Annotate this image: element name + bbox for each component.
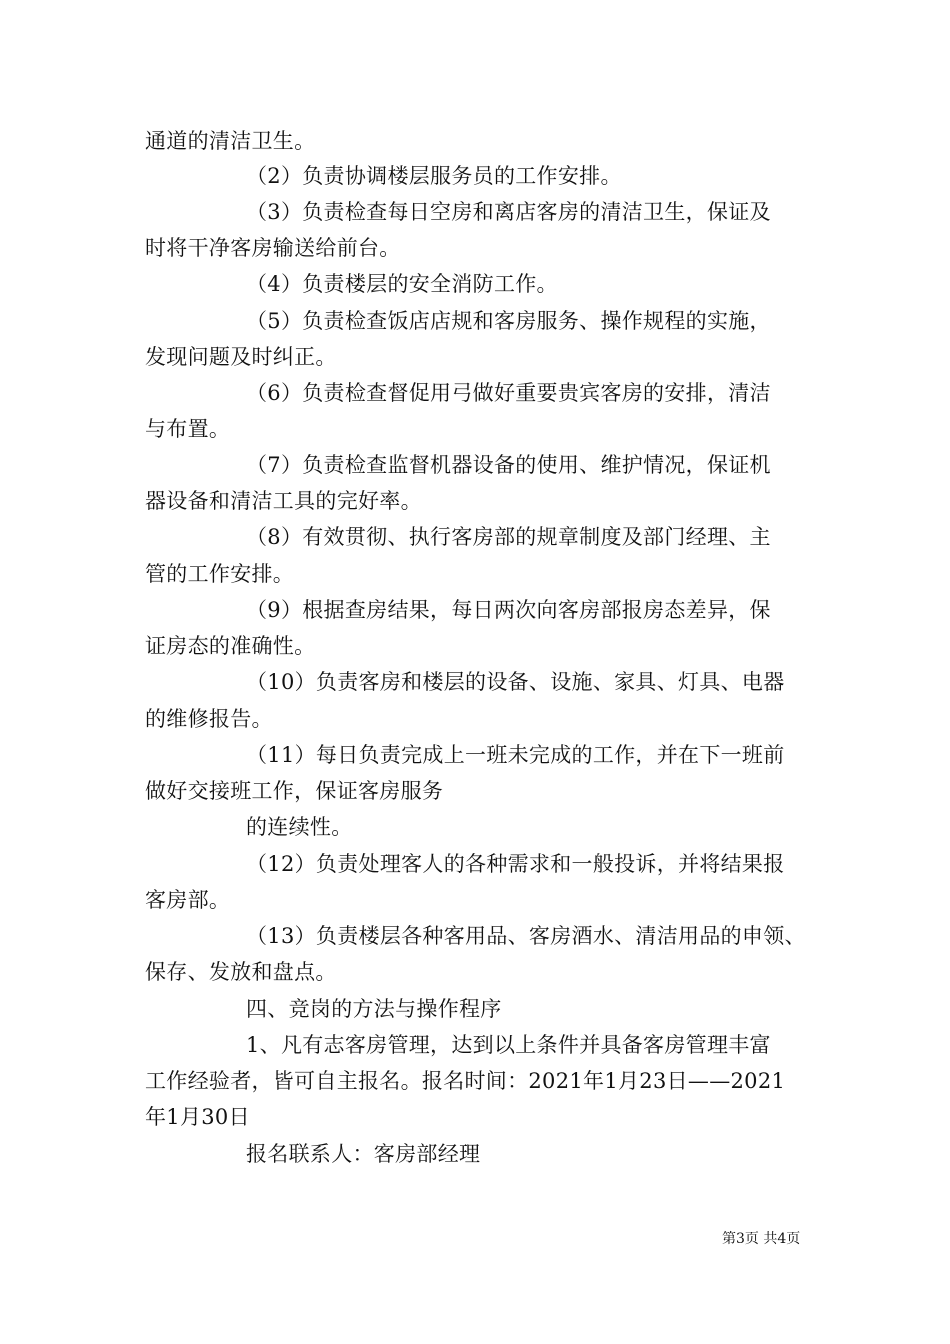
text-line: （10）负责客房和楼层的设备、设施、家具、灯具、电器	[246, 670, 785, 694]
text-line: 报名联系人：客房部经理	[246, 1142, 481, 1166]
text-line: （3）负责检查每日空房和离店客房的清洁卫生，保证及	[246, 200, 771, 224]
text-line: （8）有效贯彻、执行客房部的规章制度及部门经理、主	[246, 525, 771, 549]
text-line: （7）负责检查监督机器设备的使用、维护情况，保证机	[246, 453, 771, 477]
text-line: （4）负责楼层的安全消防工作。	[246, 272, 558, 296]
section-heading: 四、竞岗的方法与操作程序	[246, 997, 502, 1021]
text-line: （9）根据查房结果，每日两次向客房部报房态差异，保	[246, 598, 771, 622]
text-line: 工作经验者，皆可自主报名。报名时间：2021年1月23日——2021	[145, 1069, 786, 1093]
text-line: 的维修报告。	[145, 707, 273, 731]
text-line: 管的工作安排。	[145, 562, 295, 586]
text-line: 保存、发放和盘点。	[145, 960, 337, 984]
text-line: 器设备和清洁工具的完好率。	[145, 489, 422, 513]
text-line: 年1月30日	[145, 1105, 250, 1129]
text-line: 发现问题及时纠正。	[145, 345, 337, 369]
text-line: 通道的清洁卫生。	[145, 129, 316, 153]
text-line: 时将干净客房输送给前台。	[145, 236, 401, 260]
text-line: 客房部。	[145, 888, 231, 912]
text-line: （13）负责楼层各种客用品、客房酒水、清洁用品的申领、	[246, 924, 806, 948]
page-number-footer: 第3页 共4页	[722, 1231, 801, 1247]
text-line: 做好交接班工作，保证客房服务	[145, 779, 444, 803]
text-line: （2）负责协调楼层服务员的工作安排。	[246, 164, 622, 188]
text-line: 与布置。	[145, 417, 231, 441]
text-line: （11）每日负责完成上一班未完成的工作，并在下一班前	[246, 743, 785, 767]
text-line: 的连续性。	[246, 815, 353, 839]
text-line: （12）负责处理客人的各种需求和一般投诉，并将结果报	[246, 852, 785, 876]
text-line: （6）负责检查督促用弓做好重要贵宾客房的安排，清洁	[246, 381, 771, 405]
text-line: 证房态的准确性。	[145, 634, 316, 658]
text-line: （5）负责检查饭店店规和客房服务、操作规程的实施，	[246, 309, 771, 333]
text-line: 1、凡有志客房管理，达到以上条件并具备客房管理丰富	[246, 1033, 771, 1057]
